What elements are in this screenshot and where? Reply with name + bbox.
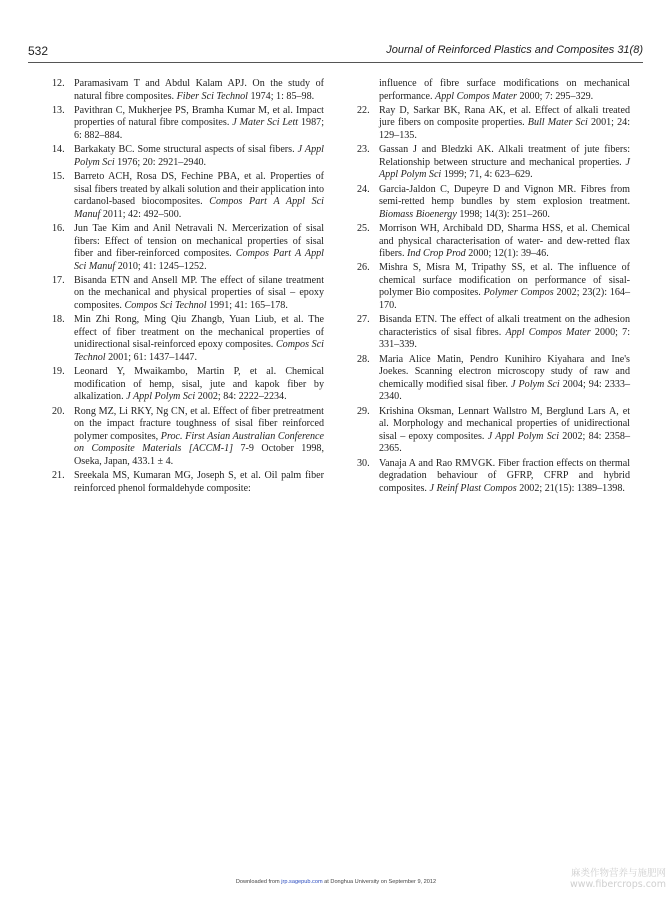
journal-title: Journal of Reinforced Plastics and Composites 31(8) xyxy=(386,44,643,56)
reference-item: 25. Morrison WH, Archibald DD, Sharma HSS, et al. Chemical and physical characterisation of water- and dew-retted flax fibers. Ind Crop Prod 2000; 12(1): 39–46. xyxy=(357,222,630,260)
reference-item: 23. Gassan J and Bledzki AK. Alkali treatment of jute fibers: Relationship between structure and mechanical properties. J Appl Polym Sci 1999; 71, 4: 623–629. xyxy=(357,144,630,181)
reference-item: 28. Maria Alice Matin, Pendro Kunihiro Kiyahara and Ine's Joekes. Scanning electron microscopy study of raw and chemically modified sisal fiber. J Polym Sci 2004; 94: 2333–2340. xyxy=(357,353,631,403)
source-link[interactable]: jrp.sagepub.com xyxy=(281,879,323,885)
running-header xyxy=(28,42,643,63)
reference-item: 15. Barreto ACH, Rosa DS, Fechine PBA, et al. Properties of sisal fibers treated by alkali solution and their application into cardanol-based biocomposites. Compos Part A Appl Sci Manuf 2011; 42: 492–500. xyxy=(52,170,324,220)
reference-item: 12. Paramasivam T and Abdul Kalam APJ. On the study of natural fibre composites. Fiber Sci Technol 1974; 1: 85–98. xyxy=(52,78,324,102)
reference-item-continued: influence of fibre surface modifications on mechanical performance. Appl Compos Mater 2000; 7: 295–329. xyxy=(379,78,630,102)
reference-item: 13. Pavithran C, Mukherjee PS, Bramha Kumar M, et al. Impact properties of natural fibre composites. J Mater Sci Lett 1987; 6: 882–884. xyxy=(52,104,324,141)
page-number: 532 xyxy=(28,44,49,58)
reference-item: 26. Mishra S, Misra M, Tripathy SS, et al. The influence of chemical surface modification on performance of sisal-polymer Bio composites. Polymer Compos 2002; 23(2): 164–170. xyxy=(357,262,631,312)
reference-item: 19. Leonard Y, Mwaikambo, Martin P, et al. Chemical modification of hemp, sisal, jute and kapok fiber by alkalization. J Appl Polym Sci 2002; 84: 2222–2234. xyxy=(52,366,324,403)
download-footer: Downloaded from jrp.sagepub.com at Donghua University on September 9, 2012 xyxy=(235,879,437,885)
reference-list-right xyxy=(357,78,630,497)
reference-item: 18. Min Zhi Rong, Ming Qiu Zhangb, Yuan Liub, et al. The effect of fiber treatment on the mechanical properties of unidirectional sisal-reinforced epoxy composites. Compos Sci Technol 2001; 61: 1437–1447. xyxy=(52,314,324,364)
reference-item: 14. Barkakaty BC. Some structural aspects of sisal fibers. J Appl Polym Sci 1976; 20: 2921–2940. xyxy=(52,144,324,168)
site-watermark: 麻类作物营养与施肥网 www.fibercrops.com xyxy=(569,868,666,890)
reference-item: 16. Jun Tae Kim and Anil Netravali N. Mercerization of sisal fibers: Effect of tension on mechanical properties of sisal fiber and fiber-reinforced composites. Compos Part A Appl Sci Manuf 2010; 41: 1245–1252. xyxy=(52,222,324,272)
reference-item: 29. Krishina Oksman, Lennart Wallstro M, Berglund Lars A, et al. Morphology and mechanical properties of unidirectional sisal – epoxy composites. J Appl Polym Sci 2002; 84: 2358–2365. xyxy=(357,405,630,455)
reference-item: 17. Bisanda ETN and Ansell MP. The effect of silane treatment on the mechanical and physical properties of sisal – epoxy composites. Compos Sci Technol 1991; 41: 165–178. xyxy=(52,274,324,312)
reference-item: 22. Ray D, Sarkar BK, Rana AK, et al. Effect of alkali treated jure fibers on composite properties. Bull Mater Sci 2001; 24: 129–135. xyxy=(357,104,631,141)
reference-item: 21. Sreekala MS, Kumaran MG, Joseph S, et al. Oil palm fiber reinforced phenol formaldehyde composite: xyxy=(52,470,324,494)
reference-item: 24. Garcia-Jaldon C, Dupeyre D and Vignon MR. Fibres from semi-retted hemp bundles by stem explosion treatment. Biomass Bioenergy 1998; 14(3): 251–260. xyxy=(357,183,630,220)
reference-item: 30. Vanaja A and Rao RMVGK. Fiber fraction effects on thermal degradation behaviour of GFRP, CFRP and hybrid composites. J Reinf Plast Compos 2002; 21(15): 1389–1398. xyxy=(357,457,630,494)
reference-item: 27. Bisanda ETN. The effect of alkali treatment on the adhesion characteristics of sisal fibres. Appl Compos Mater 2000; 7: 331–339. xyxy=(357,314,630,351)
reference-list-left xyxy=(52,78,324,497)
reference-item: 20. Rong MZ, Li RKY, Ng CN, et al. Effect of fiber pretreatment on the impact fracture toughness of sisal fiber reinforced polymer composites, Proc. First Asian Australian Conference on Composite Materials [ACCM-1] 7-9 October 1998, Oseka, Japan, 433.1 ± 4. xyxy=(52,405,324,467)
